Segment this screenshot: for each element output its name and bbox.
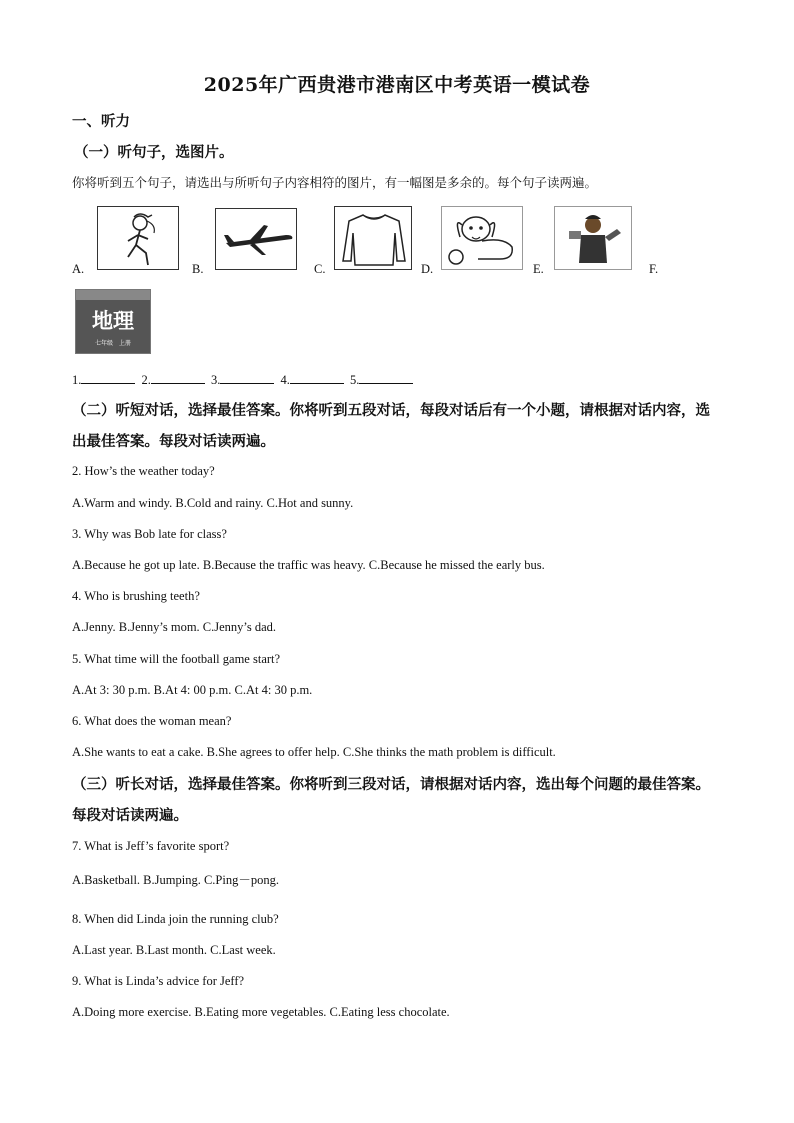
answer-options: A.Jenny. B.Jenny’s mom. C.Jenny’s dad. bbox=[72, 620, 277, 634]
question-text: 2. How’s the weather today? bbox=[72, 464, 215, 478]
answer-blank[interactable] bbox=[220, 371, 274, 384]
part2-heading: （二）听短对话，选择最佳答案。你将听到五段对话，每段对话后有一个小题，请根据对话内容，选出最佳答案。每段对话读两遍。 bbox=[72, 402, 710, 450]
book-title: 地理 bbox=[92, 309, 134, 333]
option-label-c: C. bbox=[314, 262, 326, 276]
blank-label-2: 2. bbox=[141, 373, 151, 387]
option-label-e: E. bbox=[533, 262, 544, 276]
answer-blank[interactable] bbox=[290, 371, 344, 384]
section-heading-listening: 一、听力 bbox=[72, 113, 130, 130]
question-text: 5. What time will the football game start? bbox=[72, 652, 281, 666]
book-subtitle: 七年级 上册 bbox=[94, 340, 131, 347]
answer-options: A.Doing more exercise. B.Eating more vegetables. C.Eating less chocolate. bbox=[72, 1005, 450, 1019]
part1-instruction: 你将听到五个句子，请选出与所听句子内容相符的图片，有一幅图是多余的。每个句子读两遍。 bbox=[72, 176, 598, 190]
answer-options: A.She wants to eat a cake. B.She agrees to offer help. C.She thinks the math problem is difficult. bbox=[72, 745, 556, 759]
answer-options: A.Basketball. B.Jumping. C.Ping－pong. bbox=[72, 873, 279, 887]
option-label-a: A. bbox=[72, 262, 85, 276]
picture-geography-book bbox=[75, 289, 151, 354]
blank-label-1: 1. bbox=[72, 373, 82, 387]
picture-man-brushing-teeth bbox=[554, 206, 632, 270]
picture-airplane bbox=[215, 208, 297, 270]
part3-heading: （三）听长对话，选择最佳答案。你将听到三段对话，请根据对话内容，选出每个问题的最佳答案。每段对话读两遍。 bbox=[72, 776, 710, 824]
answer-options: A.At 3: 30 p.m. B.At 4: 00 p.m. C.At 4: 30 p.m. bbox=[72, 683, 313, 697]
blank-label-3: 3. bbox=[211, 373, 221, 387]
blank-label-4: 4. bbox=[280, 373, 290, 387]
page-title: 2025年广西贵港市港南区中考英语一模试卷 bbox=[203, 74, 591, 96]
question-text: 4. Who is brushing teeth? bbox=[72, 589, 200, 603]
question-text: 3. Why was Bob late for class? bbox=[72, 527, 227, 541]
option-label-d: D. bbox=[421, 262, 434, 276]
option-label-f: F. bbox=[649, 262, 659, 276]
blank-label-5: 5. bbox=[350, 373, 360, 387]
answer-blank[interactable] bbox=[359, 371, 413, 384]
answer-blank[interactable] bbox=[151, 371, 205, 384]
answer-options: A.Warm and windy. B.Cold and rainy. C.Hot and sunny. bbox=[72, 496, 354, 510]
question-text: 9. What is Linda’s advice for Jeff? bbox=[72, 974, 245, 988]
answer-blank[interactable] bbox=[81, 371, 135, 384]
question-text: 8. When did Linda join the running club? bbox=[72, 912, 279, 926]
picture-girl-running bbox=[97, 206, 179, 270]
picture-puppy-with-ball bbox=[441, 206, 523, 270]
picture-sweater bbox=[334, 206, 412, 270]
answer-options: A.Because he got up late. B.Because the traffic was heavy. C.Because he missed the early bus. bbox=[72, 558, 545, 572]
question-text: 7. What is Jeff’s favorite sport? bbox=[72, 839, 230, 853]
answer-options: A.Last year. B.Last month. C.Last week. bbox=[72, 943, 276, 957]
question-text: 6. What does the woman mean? bbox=[72, 714, 232, 728]
answer-blanks bbox=[72, 371, 416, 388]
part1-heading: （一）听句子，选图片。 bbox=[74, 144, 234, 161]
option-label-b: B. bbox=[192, 262, 204, 276]
